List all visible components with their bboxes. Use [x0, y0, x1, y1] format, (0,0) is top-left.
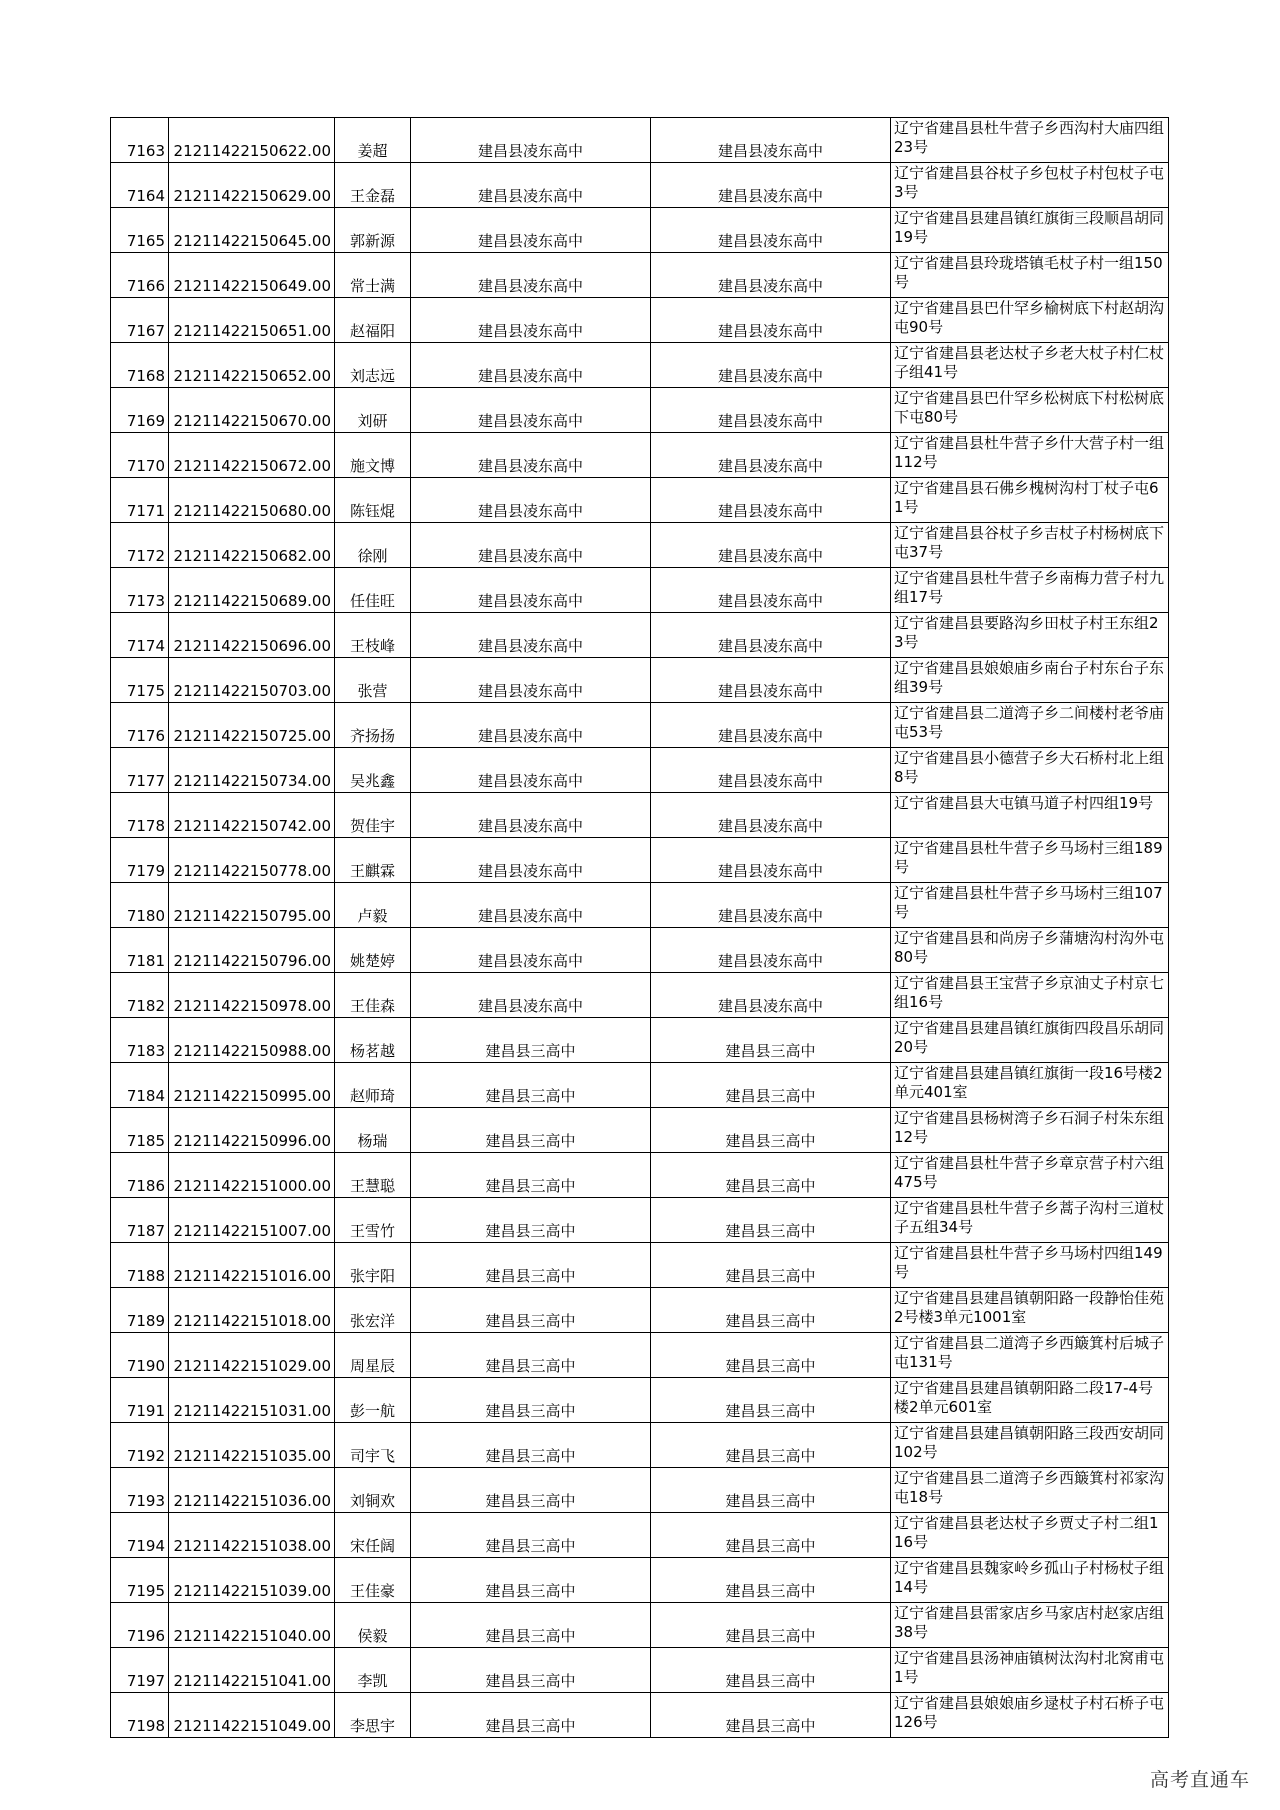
cell-graduating-school: 建昌县三高中 [411, 1063, 651, 1108]
cell-registration-school: 建昌县凌东高中 [651, 568, 891, 613]
cell-student-name: 刘铜欢 [335, 1468, 411, 1513]
cell-serial-number: 7170 [111, 433, 169, 478]
cell-exam-id: 21211422151018.00 [169, 1288, 335, 1333]
cell-serial-number: 7194 [111, 1513, 169, 1558]
cell-home-address: 辽宁省建昌县大屯镇马道子村四组19号 [891, 793, 1169, 838]
cell-student-name: 杨茗越 [335, 1018, 411, 1063]
cell-home-address: 辽宁省建昌县魏家岭乡孤山子村杨杖子组14号 [891, 1558, 1169, 1603]
cell-home-address: 辽宁省建昌县巴什罕乡松树底下村松树底下屯80号 [891, 388, 1169, 433]
table-row [111, 298, 1169, 343]
cell-home-address: 辽宁省建昌县建昌镇朝阳路三段西安胡同102号 [891, 1423, 1169, 1468]
table-row [111, 388, 1169, 433]
table-row [111, 1423, 1169, 1468]
cell-student-name: 侯毅 [335, 1603, 411, 1648]
cell-student-name: 王雪竹 [335, 1198, 411, 1243]
cell-serial-number: 7176 [111, 703, 169, 748]
cell-exam-id: 21211422150778.00 [169, 838, 335, 883]
cell-registration-school: 建昌县三高中 [651, 1468, 891, 1513]
cell-graduating-school: 建昌县三高中 [411, 1243, 651, 1288]
cell-home-address: 辽宁省建昌县杜牛营子乡西沟村大庙四组23号 [891, 118, 1169, 163]
cell-exam-id: 21211422151031.00 [169, 1378, 335, 1423]
cell-home-address: 辽宁省建昌县建昌镇红旗街一段16号楼2单元401室 [891, 1063, 1169, 1108]
cell-graduating-school: 建昌县三高中 [411, 1468, 651, 1513]
cell-graduating-school: 建昌县三高中 [411, 1603, 651, 1648]
cell-graduating-school: 建昌县凌东高中 [411, 928, 651, 973]
table-row [111, 1063, 1169, 1108]
cell-serial-number: 7173 [111, 568, 169, 613]
cell-exam-id: 21211422151007.00 [169, 1198, 335, 1243]
cell-student-name: 贺佳宇 [335, 793, 411, 838]
cell-graduating-school: 建昌县凌东高中 [411, 523, 651, 568]
cell-student-name: 杨瑞 [335, 1108, 411, 1153]
table-row [111, 703, 1169, 748]
cell-registration-school: 建昌县凌东高中 [651, 208, 891, 253]
cell-registration-school: 建昌县凌东高中 [651, 838, 891, 883]
cell-home-address: 辽宁省建昌县二道湾子乡二间楼村老爷庙屯53号 [891, 703, 1169, 748]
cell-home-address: 辽宁省建昌县娘娘庙乡逯杖子村石桥子屯126号 [891, 1693, 1169, 1738]
table-row [111, 973, 1169, 1018]
cell-home-address: 辽宁省建昌县和尚房子乡蒲塘沟村沟外屯80号 [891, 928, 1169, 973]
cell-registration-school: 建昌县凌东高中 [651, 658, 891, 703]
cell-graduating-school: 建昌县凌东高中 [411, 613, 651, 658]
cell-serial-number: 7169 [111, 388, 169, 433]
cell-serial-number: 7198 [111, 1693, 169, 1738]
cell-graduating-school: 建昌县凌东高中 [411, 748, 651, 793]
cell-home-address: 辽宁省建昌县二道湾子乡西簸箕村后城子屯131号 [891, 1333, 1169, 1378]
cell-graduating-school: 建昌县凌东高中 [411, 838, 651, 883]
cell-exam-id: 21211422150988.00 [169, 1018, 335, 1063]
cell-registration-school: 建昌县凌东高中 [651, 118, 891, 163]
table-row [111, 1288, 1169, 1333]
cell-exam-id: 21211422151038.00 [169, 1513, 335, 1558]
cell-exam-id: 21211422150795.00 [169, 883, 335, 928]
cell-home-address: 辽宁省建昌县玲珑塔镇毛杖子村一组150号 [891, 253, 1169, 298]
cell-home-address: 辽宁省建昌县杜牛营子乡章京营子村六组475号 [891, 1153, 1169, 1198]
cell-student-name: 常士满 [335, 253, 411, 298]
cell-registration-school: 建昌县凌东高中 [651, 748, 891, 793]
cell-exam-id: 21211422150703.00 [169, 658, 335, 703]
cell-exam-id: 21211422150995.00 [169, 1063, 335, 1108]
cell-student-name: 卢毅 [335, 883, 411, 928]
cell-graduating-school: 建昌县三高中 [411, 1378, 651, 1423]
cell-home-address: 辽宁省建昌县巴什罕乡榆树底下村赵胡沟屯90号 [891, 298, 1169, 343]
cell-exam-id: 21211422151040.00 [169, 1603, 335, 1648]
roster-table-body [111, 118, 1169, 1738]
cell-student-name: 齐扬扬 [335, 703, 411, 748]
cell-graduating-school: 建昌县凌东高中 [411, 568, 651, 613]
cell-student-name: 陈钰焜 [335, 478, 411, 523]
cell-serial-number: 7197 [111, 1648, 169, 1693]
cell-home-address: 辽宁省建昌县王宝营子乡京油丈子村京七组16号 [891, 973, 1169, 1018]
table-row [111, 838, 1169, 883]
cell-home-address: 辽宁省建昌县建昌镇红旗街四段昌乐胡同20号 [891, 1018, 1169, 1063]
cell-home-address: 辽宁省建昌县谷杖子乡吉杖子村杨树底下屯37号 [891, 523, 1169, 568]
cell-exam-id: 21211422150696.00 [169, 613, 335, 658]
cell-registration-school: 建昌县凌东高中 [651, 388, 891, 433]
cell-graduating-school: 建昌县三高中 [411, 1513, 651, 1558]
cell-exam-id: 21211422151036.00 [169, 1468, 335, 1513]
table-row [111, 433, 1169, 478]
cell-exam-id: 21211422150742.00 [169, 793, 335, 838]
table-row [111, 208, 1169, 253]
cell-exam-id: 21211422150645.00 [169, 208, 335, 253]
table-row [111, 523, 1169, 568]
cell-graduating-school: 建昌县三高中 [411, 1333, 651, 1378]
cell-graduating-school: 建昌县三高中 [411, 1108, 651, 1153]
cell-graduating-school: 建昌县三高中 [411, 1018, 651, 1063]
cell-exam-id: 21211422150649.00 [169, 253, 335, 298]
cell-graduating-school: 建昌县凌东高中 [411, 793, 651, 838]
cell-student-name: 刘志远 [335, 343, 411, 388]
cell-student-name: 郭新源 [335, 208, 411, 253]
cell-serial-number: 7179 [111, 838, 169, 883]
table-row [111, 1468, 1169, 1513]
cell-graduating-school: 建昌县凌东高中 [411, 973, 651, 1018]
cell-home-address: 辽宁省建昌县二道湾子乡西簸箕村祁家沟屯18号 [891, 1468, 1169, 1513]
table-row [111, 1693, 1169, 1738]
cell-exam-id: 21211422150629.00 [169, 163, 335, 208]
cell-home-address: 辽宁省建昌县谷杖子乡包杖子村包杖子屯3号 [891, 163, 1169, 208]
table-row [111, 883, 1169, 928]
cell-registration-school: 建昌县三高中 [651, 1423, 891, 1468]
cell-home-address: 辽宁省建昌县建昌镇红旗街三段顺昌胡同19号 [891, 208, 1169, 253]
cell-exam-id: 21211422150689.00 [169, 568, 335, 613]
table-row [111, 478, 1169, 523]
cell-home-address: 辽宁省建昌县杜牛营子乡马场村三组189号 [891, 838, 1169, 883]
cell-registration-school: 建昌县三高中 [651, 1558, 891, 1603]
cell-graduating-school: 建昌县三高中 [411, 1423, 651, 1468]
cell-home-address: 辽宁省建昌县汤神庙镇树汰沟村北窝甫屯1号 [891, 1648, 1169, 1693]
cell-graduating-school: 建昌县三高中 [411, 1558, 651, 1603]
table-row [111, 613, 1169, 658]
cell-home-address: 辽宁省建昌县娘娘庙乡南台子村东台子东组39号 [891, 658, 1169, 703]
cell-graduating-school: 建昌县凌东高中 [411, 253, 651, 298]
cell-student-name: 姜超 [335, 118, 411, 163]
cell-home-address: 辽宁省建昌县杜牛营子乡马场村四组149号 [891, 1243, 1169, 1288]
cell-registration-school: 建昌县三高中 [651, 1018, 891, 1063]
roster-table [110, 117, 1169, 1738]
cell-graduating-school: 建昌县凌东高中 [411, 388, 651, 433]
roster-table-container [110, 117, 1169, 1738]
cell-exam-id: 21211422151039.00 [169, 1558, 335, 1603]
cell-student-name: 张营 [335, 658, 411, 703]
cell-exam-id: 21211422150680.00 [169, 478, 335, 523]
cell-home-address: 辽宁省建昌县雷家店乡马家店村赵家店组38号 [891, 1603, 1169, 1648]
cell-student-name: 任佳旺 [335, 568, 411, 613]
cell-registration-school: 建昌县凌东高中 [651, 253, 891, 298]
table-row [111, 1513, 1169, 1558]
cell-serial-number: 7168 [111, 343, 169, 388]
cell-student-name: 施文博 [335, 433, 411, 478]
cell-registration-school: 建昌县三高中 [651, 1378, 891, 1423]
cell-graduating-school: 建昌县凌东高中 [411, 298, 651, 343]
cell-registration-school: 建昌县三高中 [651, 1513, 891, 1558]
cell-student-name: 王枝峰 [335, 613, 411, 658]
cell-registration-school: 建昌县凌东高中 [651, 613, 891, 658]
cell-student-name: 吴兆鑫 [335, 748, 411, 793]
watermark-text: 高考直通车 [1149, 1769, 1250, 1791]
cell-student-name: 张宏洋 [335, 1288, 411, 1333]
cell-serial-number: 7180 [111, 883, 169, 928]
cell-serial-number: 7178 [111, 793, 169, 838]
cell-serial-number: 7183 [111, 1018, 169, 1063]
cell-graduating-school: 建昌县三高中 [411, 1153, 651, 1198]
cell-registration-school: 建昌县凌东高中 [651, 793, 891, 838]
cell-home-address: 辽宁省建昌县杜牛营子乡南梅力营子村九组17号 [891, 568, 1169, 613]
cell-registration-school: 建昌县凌东高中 [651, 883, 891, 928]
cell-exam-id: 21211422151049.00 [169, 1693, 335, 1738]
cell-serial-number: 7188 [111, 1243, 169, 1288]
cell-graduating-school: 建昌县凌东高中 [411, 478, 651, 523]
cell-home-address: 辽宁省建昌县石佛乡槐树沟村丁杖子屯61号 [891, 478, 1169, 523]
cell-registration-school: 建昌县凌东高中 [651, 928, 891, 973]
table-row [111, 658, 1169, 703]
cell-serial-number: 7167 [111, 298, 169, 343]
cell-exam-id: 21211422150734.00 [169, 748, 335, 793]
cell-graduating-school: 建昌县三高中 [411, 1288, 651, 1333]
table-row [111, 163, 1169, 208]
table-row [111, 928, 1169, 973]
cell-registration-school: 建昌县凌东高中 [651, 163, 891, 208]
cell-graduating-school: 建昌县三高中 [411, 1198, 651, 1243]
cell-exam-id: 21211422150682.00 [169, 523, 335, 568]
cell-exam-id: 21211422150978.00 [169, 973, 335, 1018]
table-row [111, 1018, 1169, 1063]
cell-exam-id: 21211422150796.00 [169, 928, 335, 973]
cell-serial-number: 7187 [111, 1198, 169, 1243]
cell-registration-school: 建昌县凌东高中 [651, 973, 891, 1018]
cell-exam-id: 21211422151016.00 [169, 1243, 335, 1288]
table-row [111, 118, 1169, 163]
cell-student-name: 徐刚 [335, 523, 411, 568]
table-row [111, 253, 1169, 298]
cell-exam-id: 21211422151041.00 [169, 1648, 335, 1693]
table-row [111, 1648, 1169, 1693]
cell-home-address: 辽宁省建昌县杜牛营子乡蒿子沟村三道杖子五组34号 [891, 1198, 1169, 1243]
table-row [111, 568, 1169, 613]
cell-graduating-school: 建昌县凌东高中 [411, 343, 651, 388]
cell-exam-id: 21211422150670.00 [169, 388, 335, 433]
cell-student-name: 王麒霖 [335, 838, 411, 883]
cell-registration-school: 建昌县三高中 [651, 1063, 891, 1108]
cell-registration-school: 建昌县三高中 [651, 1108, 891, 1153]
cell-serial-number: 7172 [111, 523, 169, 568]
cell-home-address: 辽宁省建昌县杜牛营子乡马场村三组107号 [891, 883, 1169, 928]
table-row [111, 1558, 1169, 1603]
cell-student-name: 赵师琦 [335, 1063, 411, 1108]
cell-graduating-school: 建昌县凌东高中 [411, 883, 651, 928]
table-row [111, 1198, 1169, 1243]
cell-home-address: 辽宁省建昌县要路沟乡田杖子村王东组23号 [891, 613, 1169, 658]
cell-graduating-school: 建昌县凌东高中 [411, 118, 651, 163]
cell-student-name: 王佳豪 [335, 1558, 411, 1603]
cell-home-address: 辽宁省建昌县老达杖子乡贾丈子村二组116号 [891, 1513, 1169, 1558]
cell-serial-number: 7195 [111, 1558, 169, 1603]
cell-exam-id: 21211422150725.00 [169, 703, 335, 748]
cell-exam-id: 21211422151035.00 [169, 1423, 335, 1468]
cell-serial-number: 7191 [111, 1378, 169, 1423]
cell-home-address: 辽宁省建昌县杨树湾子乡石洞子村朱东组12号 [891, 1108, 1169, 1153]
cell-graduating-school: 建昌县凌东高中 [411, 208, 651, 253]
table-row [111, 1108, 1169, 1153]
cell-student-name: 宋任阔 [335, 1513, 411, 1558]
cell-registration-school: 建昌县三高中 [651, 1243, 891, 1288]
cell-graduating-school: 建昌县凌东高中 [411, 658, 651, 703]
cell-exam-id: 21211422150672.00 [169, 433, 335, 478]
cell-registration-school: 建昌县三高中 [651, 1153, 891, 1198]
table-row [111, 748, 1169, 793]
cell-home-address: 辽宁省建昌县杜牛营子乡什大营子村一组112号 [891, 433, 1169, 478]
cell-serial-number: 7185 [111, 1108, 169, 1153]
cell-student-name: 王金磊 [335, 163, 411, 208]
cell-serial-number: 7165 [111, 208, 169, 253]
cell-serial-number: 7196 [111, 1603, 169, 1648]
cell-registration-school: 建昌县凌东高中 [651, 478, 891, 523]
cell-graduating-school: 建昌县凌东高中 [411, 163, 651, 208]
table-row [111, 1378, 1169, 1423]
cell-serial-number: 7182 [111, 973, 169, 1018]
cell-serial-number: 7164 [111, 163, 169, 208]
cell-registration-school: 建昌县凌东高中 [651, 433, 891, 478]
cell-student-name: 刘研 [335, 388, 411, 433]
cell-registration-school: 建昌县三高中 [651, 1693, 891, 1738]
cell-serial-number: 7166 [111, 253, 169, 298]
cell-exam-id: 21211422150622.00 [169, 118, 335, 163]
cell-graduating-school: 建昌县凌东高中 [411, 703, 651, 748]
table-row [111, 1243, 1169, 1288]
cell-student-name: 张宇阳 [335, 1243, 411, 1288]
cell-serial-number: 7175 [111, 658, 169, 703]
cell-exam-id: 21211422151000.00 [169, 1153, 335, 1198]
cell-serial-number: 7189 [111, 1288, 169, 1333]
table-row [111, 1603, 1169, 1648]
cell-graduating-school: 建昌县凌东高中 [411, 433, 651, 478]
table-row [111, 793, 1169, 838]
cell-student-name: 赵福阳 [335, 298, 411, 343]
cell-student-name: 彭一航 [335, 1378, 411, 1423]
cell-student-name: 姚楚婷 [335, 928, 411, 973]
cell-serial-number: 7184 [111, 1063, 169, 1108]
cell-serial-number: 7163 [111, 118, 169, 163]
cell-registration-school: 建昌县三高中 [651, 1198, 891, 1243]
cell-student-name: 周星辰 [335, 1333, 411, 1378]
table-row [111, 343, 1169, 388]
table-row [111, 1153, 1169, 1198]
cell-serial-number: 7177 [111, 748, 169, 793]
cell-serial-number: 7190 [111, 1333, 169, 1378]
cell-registration-school: 建昌县凌东高中 [651, 703, 891, 748]
cell-home-address: 辽宁省建昌县建昌镇朝阳路一段静怡佳苑2号楼3单元1001室 [891, 1288, 1169, 1333]
cell-registration-school: 建昌县三高中 [651, 1288, 891, 1333]
cell-serial-number: 7186 [111, 1153, 169, 1198]
cell-serial-number: 7192 [111, 1423, 169, 1468]
cell-home-address: 辽宁省建昌县建昌镇朝阳路二段17-4号楼2单元601室 [891, 1378, 1169, 1423]
cell-serial-number: 7193 [111, 1468, 169, 1513]
cell-home-address: 辽宁省建昌县老达杖子乡老大杖子村仁杖子组41号 [891, 343, 1169, 388]
cell-registration-school: 建昌县三高中 [651, 1603, 891, 1648]
cell-student-name: 李思宇 [335, 1693, 411, 1738]
cell-graduating-school: 建昌县三高中 [411, 1648, 651, 1693]
cell-registration-school: 建昌县三高中 [651, 1648, 891, 1693]
cell-graduating-school: 建昌县三高中 [411, 1693, 651, 1738]
cell-home-address: 辽宁省建昌县小德营子乡大石桥村北上组8号 [891, 748, 1169, 793]
cell-student-name: 司宇飞 [335, 1423, 411, 1468]
cell-student-name: 王佳森 [335, 973, 411, 1018]
cell-exam-id: 21211422150996.00 [169, 1108, 335, 1153]
cell-student-name: 王慧聪 [335, 1153, 411, 1198]
cell-student-name: 李凯 [335, 1648, 411, 1693]
cell-registration-school: 建昌县三高中 [651, 1333, 891, 1378]
cell-registration-school: 建昌县凌东高中 [651, 343, 891, 388]
cell-exam-id: 21211422151029.00 [169, 1333, 335, 1378]
cell-serial-number: 7174 [111, 613, 169, 658]
cell-serial-number: 7181 [111, 928, 169, 973]
cell-registration-school: 建昌县凌东高中 [651, 523, 891, 568]
cell-exam-id: 21211422150651.00 [169, 298, 335, 343]
cell-exam-id: 21211422150652.00 [169, 343, 335, 388]
table-row [111, 1333, 1169, 1378]
cell-serial-number: 7171 [111, 478, 169, 523]
cell-registration-school: 建昌县凌东高中 [651, 298, 891, 343]
